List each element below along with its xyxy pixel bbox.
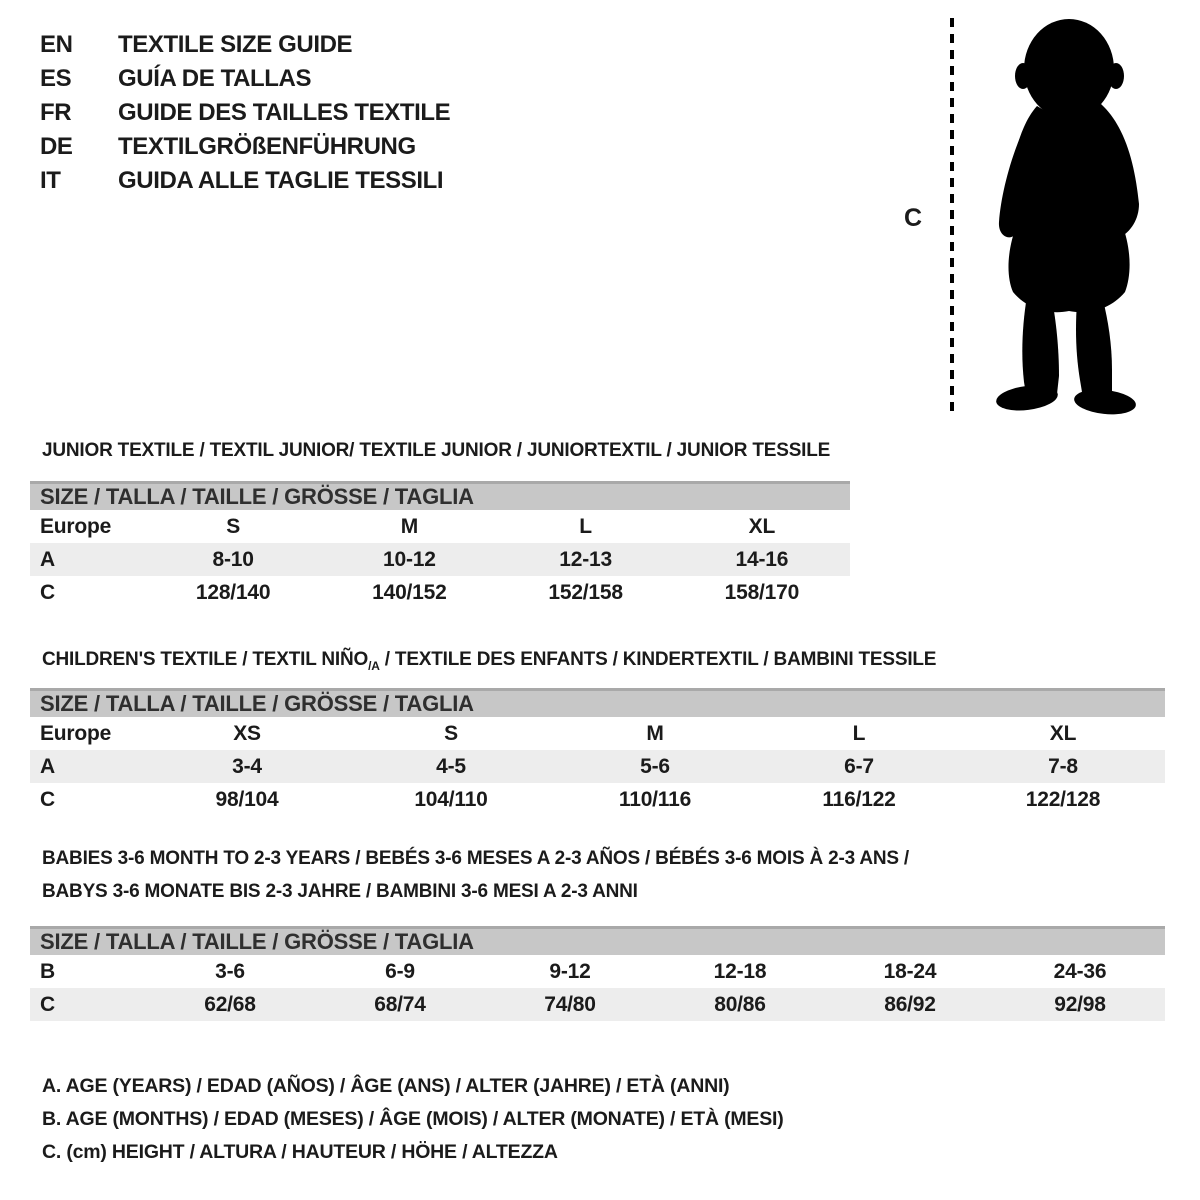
size-cell: 104/110 [414,787,488,811]
babies-size-table [30,926,1165,1021]
size-cell: 86/92 [884,992,936,1016]
size-cell: 4-5 [436,754,466,778]
legend-line-a: A. AGE (YEARS) / EDAD (AÑOS) / ÂGE (ANS) / ALTER (JAHRE) / ETÀ (ANNI) [42,1075,730,1097]
language-row [40,164,450,198]
size-row-label: C [40,580,55,604]
size-cell: 10-12 [383,547,436,571]
size-row [30,717,1165,750]
section-title-text: JUNIOR TEXTILE / TEXTIL JUNIOR/ TEXTILE JUNIOR / JUNIORTEXTIL / JUNIOR TESSILE [42,440,831,461]
size-row-label: C [40,787,55,811]
size-header-label: SIZE / TALLA / TAILLE / GRÖSSE / TAGLIA [40,484,474,509]
language-row [40,96,450,130]
size-cell: 140/152 [372,580,447,604]
size-cell: 92/98 [1054,992,1106,1016]
junior-textile-section [30,434,850,614]
junior-section-title [42,434,850,467]
size-cell: 122/128 [1025,787,1101,811]
size-cell: XL [1049,721,1077,745]
size-cell: 18-24 [883,959,937,983]
size-header-label: SIZE / TALLA / TAILLE / GRÖSSE / TAGLIA [40,691,474,716]
size-cell: 6-7 [844,754,874,778]
toddler-silhouette-icon [934,12,1154,422]
size-row-label: A [40,547,55,571]
legend [42,1070,784,1169]
section-title-text: BABYS 3-6 MONATE BIS 2-3 JAHRE / BAMBINI 3-6 MESI A 2-3 ANNI [42,881,638,902]
size-cell: 158/170 [724,580,800,604]
height-measure-label: C [904,204,923,232]
size-cell: 5-6 [640,754,670,778]
junior-size-table [30,481,850,609]
size-cell: 6-9 [385,959,415,983]
size-cell: 128/140 [195,580,271,604]
size-cell: 7-8 [1048,754,1078,778]
language-code: FR [40,99,72,126]
size-row [30,783,1165,816]
section-title-text: / TEXTILE DES ENFANTS / KINDERTEXTIL / BAMBINI TESSILE [379,649,937,670]
section-title-line [42,643,1165,683]
toddler-silhouette-shape [995,19,1139,417]
size-cell: L [579,514,592,538]
size-row [30,988,1165,1021]
language-title: TEXTILGRÖßENFÜHRUNG [118,133,416,160]
section-title-line [42,875,1165,908]
size-cell: 8-10 [212,547,254,571]
children-textile-section [30,643,1165,823]
size-cell: 62/68 [204,992,256,1016]
size-header-label: SIZE / TALLA / TAILLE / GRÖSSE / TAGLIA [40,929,474,954]
size-cell: 24-36 [1053,959,1107,983]
size-cell: 14-16 [735,547,789,571]
language-code: ES [40,65,72,92]
section-title-line [42,434,850,467]
size-cell: 3-6 [215,959,245,983]
size-row-label: Europe [40,721,112,745]
size-cell: S [444,721,458,745]
language-code: DE [40,133,73,160]
babies-section-title [42,842,1165,908]
size-cell: XS [233,721,261,745]
size-row [30,955,1165,988]
size-row [30,510,850,543]
size-cell: 74/80 [544,992,596,1016]
height-figure [902,12,1160,426]
language-code: IT [40,167,61,194]
section-title-line [42,842,1165,875]
size-cell: 3-4 [232,754,262,778]
size-header-bar [30,926,1165,955]
size-cell: 116/122 [822,787,896,811]
size-row [30,576,850,609]
size-cell: M [646,721,664,745]
size-row-label: A [40,754,55,778]
size-header-bar [30,481,850,510]
size-row-label: C [40,992,55,1016]
legend-line-b: B. AGE (MONTHS) / EDAD (MESES) / ÂGE (MOIS) / ALTER (MONATE) / ETÀ (MESI) [42,1108,784,1130]
size-row-label: Europe [40,514,112,538]
size-cell: S [226,514,241,538]
size-cell: 9-12 [549,959,591,983]
size-cell: 80/86 [714,992,766,1016]
size-cell: M [400,514,419,538]
babies-textile-section [30,842,1165,1027]
size-row [30,750,1165,783]
size-cell: 98/104 [215,787,279,811]
size-row-label: B [40,959,55,983]
size-cell: 152/158 [548,580,623,604]
section-title-text: CHILDREN'S TEXTILE / TEXTIL NIÑO [42,649,369,670]
size-cell: 110/116 [618,787,692,811]
language-title: GUIDE DES TAILLES TEXTILE [118,99,451,126]
children-size-table [30,688,1165,816]
language-list [40,28,450,198]
size-cell: 12-13 [559,547,612,571]
size-header-bar [30,688,1165,717]
size-cell: 68/74 [374,992,426,1016]
language-title: GUIDA ALLE TAGLIE TESSILI [118,167,444,194]
legend-line-c: C. (cm) HEIGHT / ALTURA / HAUTEUR / HÖHE / ALTEZZA [42,1141,558,1163]
language-row [40,130,450,164]
size-cell: 12-18 [713,959,767,983]
children-section-title [42,643,1165,683]
language-row [40,28,450,62]
size-cell: L [852,721,866,745]
language-code: EN [40,31,73,58]
language-title: TEXTILE SIZE GUIDE [118,31,353,58]
language-row [40,62,450,96]
size-cell: XL [748,514,776,538]
language-title: GUÍA DE TALLAS [118,65,312,92]
section-title-text: BABIES 3-6 MONTH TO 2-3 YEARS / BEBÉS 3-6 MESES A 2-3 AÑOS / BÉBÉS 3-6 MOIS À 2-3 ANS / [42,848,910,869]
section-title-text: /A [368,658,380,673]
size-row [30,543,850,576]
